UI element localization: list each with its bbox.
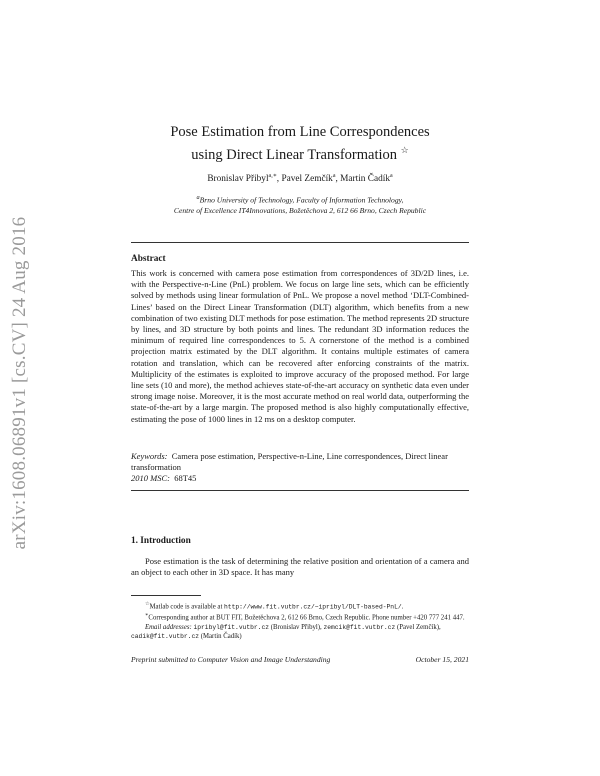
author-separator: ,	[276, 174, 282, 185]
footnote-corresponding-text: Corresponding author at BUT FIT, Božetěchova 2, 612 66 Brno, Czech Republic. Phone number +420 777 241 447.	[148, 614, 465, 622]
msc-codes	[131, 473, 196, 483]
email-name-2: (Pavel Zemčík),	[396, 623, 441, 631]
author-list	[100, 172, 500, 184]
arxiv-identifier-stamp: arXiv:1608.06891v1 [cs.CV] 24 Aug 2016	[9, 216, 30, 550]
author-1-sup: a,∗	[268, 173, 277, 179]
author-3-sup: a	[390, 173, 393, 179]
title-line-2	[100, 141, 500, 164]
affiliation-sup: a	[196, 194, 200, 201]
author-3: Martin Čadík	[340, 174, 390, 185]
affiliation-line-1-text: Brno University of Technology, Faculty of Information Technology,	[199, 195, 404, 205]
author-2-sup: a	[332, 173, 336, 179]
footnotes	[131, 600, 469, 641]
keywords	[131, 451, 469, 473]
title-line-1: Pose Estimation from Line Correspondences	[170, 124, 430, 140]
affiliation-line-1	[80, 193, 520, 206]
abstract-heading: Abstract	[131, 254, 166, 264]
affiliation	[80, 193, 520, 216]
title-line-2-text: using Direct Linear Transformation	[191, 146, 398, 163]
author-separator: ,	[335, 174, 341, 185]
abstract-text: This work is concerned with camera pose estimation from correspondences of 3D/2D lines, i.e. with the Perspective-n-Line (PnL) problem. We focus on large line sets, which can be efficiently solved by methods using linear formulation of PnL. We propose a novel method ‘DLT-Combined-Lines’ based on the Direct Linear Transformation (DLT) algorithm, which benefits from a new combination of two existing DLT methods for pose estimation. The method represents 2D structure by lines, and 3D structure by both points and lines. The redundant 3D information reduces the minimum of required line correspondences to 5. A cornerstone of the method is a combined projection matrix estimated by the DLT algorithm. It contains multiple estimates of camera rotation and translation, which can be recovered after enforcing constraints of the matrix. Multiplicity of the estimates is exploited to improve accuracy of the proposed method. For large line sets (10 and more), the method achieves state-of-the-art accuracy on synthetic data even under strong image noise. Moreover, it is the most accurate method on real world data, outperforming the state-of-the-art by a large margin. The proposed method is also highly computationally effective, estimating the pose of 1000 lines in 12 ms on a desktop computer.	[131, 268, 469, 424]
footnote-rule	[131, 595, 201, 596]
msc-label: 2010 MSC:	[131, 473, 170, 483]
abstract-top-rule	[131, 242, 469, 243]
footnote-code	[131, 600, 469, 611]
email-link-2[interactable]: zemcik@fit.vutbr.cz	[323, 623, 396, 631]
footnote-corresponding	[131, 611, 469, 622]
email-label: Email addresses:	[145, 623, 192, 631]
msc-text: 68T45	[174, 473, 197, 483]
preprint-date: October 15, 2021	[415, 655, 469, 664]
email-name-3: (Martin Čadík)	[200, 633, 242, 641]
abstract-bottom-rule	[131, 490, 469, 491]
code-url-link[interactable]: http://www.fit.vutbr.cz/~ipribyl/DLT-based-PnL/	[224, 603, 402, 611]
email-name-1: (Bronislav Přibyl),	[270, 623, 322, 631]
footnote-code-text: Matlab code is available at	[149, 603, 225, 611]
footnote-code-end: .	[401, 603, 404, 611]
title-footnote-mark: ☆	[400, 145, 409, 155]
footnote-code-mark: ☆	[145, 602, 150, 607]
keywords-label: Keywords:	[131, 451, 168, 461]
email-link-3[interactable]: cadik@fit.vutbr.cz	[131, 633, 200, 641]
paper-title	[100, 123, 500, 164]
preprint-note: Preprint submitted to Computer Vision and Image Understanding	[131, 655, 331, 664]
introduction-text: Pose estimation is the task of determining the relative position and orientation of a camera and an object to each other in 3D space. It has many	[131, 556, 469, 578]
footnote-emails	[131, 623, 469, 641]
keywords-text: Camera pose estimation, Perspective-n-Line, Line correspondences, Direct linear transformation	[131, 451, 448, 473]
introduction-heading: 1. Introduction	[131, 536, 191, 546]
author-2: Pavel Zemčík	[281, 174, 333, 185]
affiliation-line-2: Centre of Excellence IT4Innovations, Božetěchova 2, 612 66 Brno, Czech Republic	[173, 205, 427, 215]
email-link-1[interactable]: ipribyl@fit.vutbr.cz	[193, 623, 270, 631]
author-1: Bronislav Přibyl	[207, 174, 269, 185]
footnote-corresponding-mark: ∗	[145, 613, 149, 619]
